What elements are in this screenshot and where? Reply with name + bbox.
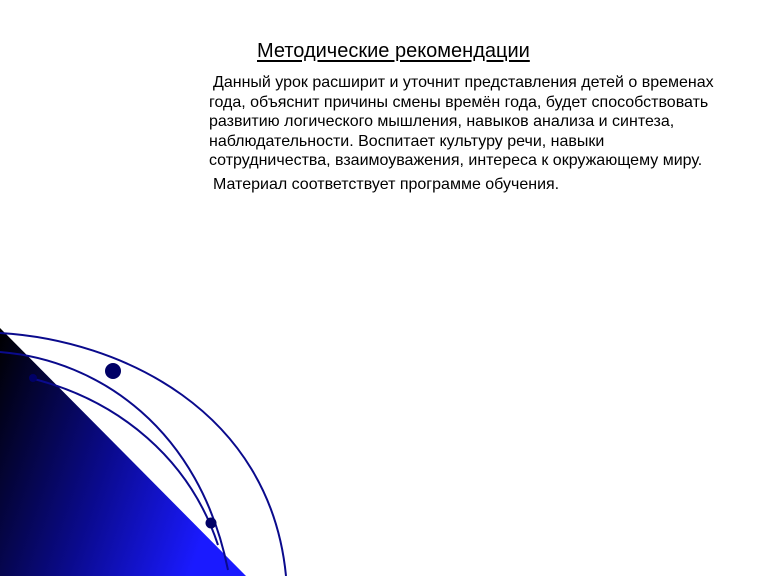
gradient-triangle bbox=[0, 328, 246, 576]
paragraph-text: Данный урок расширит и уточнит представления детей о временах года, объяснит причины смены времён года, будет способствовать развитию логического мышления, навыков анализа и синтеза, наблюдательности. Воспитает культуру речи, навыки сотрудничества, взаимоуважения, интереса к окружающему миру. bbox=[209, 74, 714, 169]
planet-dot-large bbox=[105, 363, 121, 379]
planet-dot-small bbox=[206, 518, 217, 529]
paragraph-program-note bbox=[209, 175, 729, 195]
paragraph-lesson-description bbox=[209, 73, 729, 171]
slide-body bbox=[209, 73, 729, 198]
paragraph-text: Материал соответствует программе обучения. bbox=[213, 175, 560, 193]
slide-title: Методические рекомендации bbox=[257, 40, 530, 62]
planet-dot-tiny bbox=[29, 374, 37, 382]
